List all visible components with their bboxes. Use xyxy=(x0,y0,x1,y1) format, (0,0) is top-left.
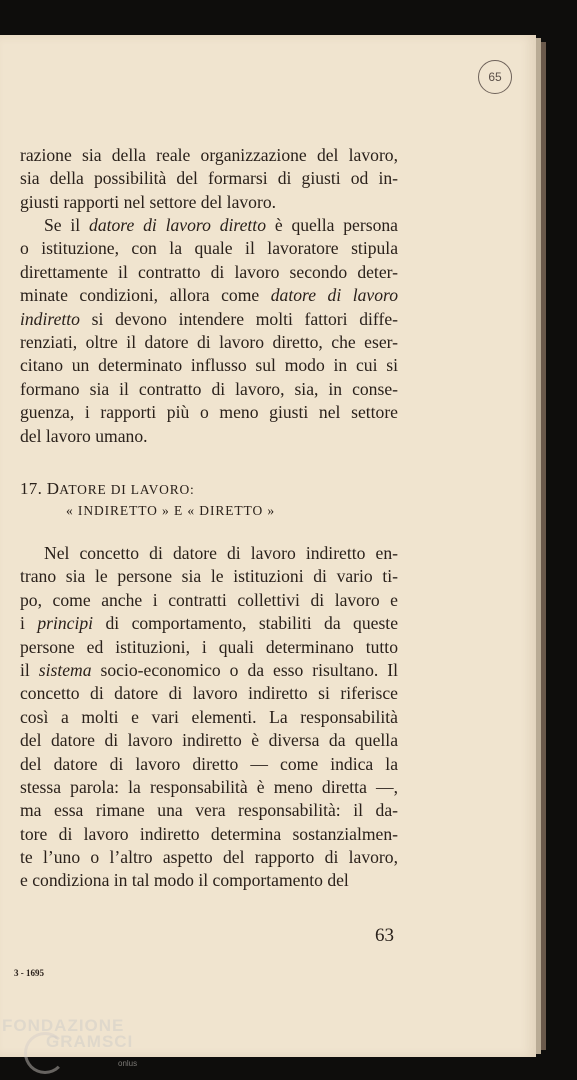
text-run: è quella persona xyxy=(266,215,398,235)
text-run: trano sia le persone sia le istituzioni di vario ti- xyxy=(20,566,398,587)
text-run: i xyxy=(20,613,38,634)
text-run: il xyxy=(20,659,39,680)
text-line xyxy=(20,612,398,635)
text-run: guenza, i rapporti più o meno giusti nel settore xyxy=(20,402,398,423)
text-run: del datore di lavoro diretto — come indica la xyxy=(20,753,398,774)
text-line: sia della possibilità del formarsi di giusti od in- xyxy=(20,168,398,189)
text-run: del lavoro umano. xyxy=(20,425,148,446)
archive-stamp: 65 xyxy=(478,60,512,94)
text-run: citano un determinato influsso sul modo in cui si xyxy=(20,355,398,376)
text-run: così a molti e vari elementi. La responsabilità xyxy=(20,706,398,727)
text-line xyxy=(20,589,398,612)
text-run: renziati, oltre il datore di lavoro diretto, che eser- xyxy=(20,331,398,352)
text-run: Nel concetto di datore di lavoro indiretto en- xyxy=(44,543,398,563)
text-run: di comportamento, stabiliti da queste xyxy=(93,613,399,634)
text-line xyxy=(20,331,398,354)
text-run: direttamente il contratto di lavoro secondo deter- xyxy=(20,261,398,282)
italic-term: principi xyxy=(37,613,94,634)
text-line xyxy=(20,776,398,799)
text-line xyxy=(20,308,398,331)
italic-term: datore di lavoro xyxy=(270,285,398,306)
text-run: tore di lavoro indiretto determina sostanzialmen- xyxy=(20,823,398,844)
text-line: razione sia della reale organizzazione del lavoro, xyxy=(20,145,398,165)
text-line xyxy=(20,869,398,892)
text-line xyxy=(20,659,398,682)
text-line xyxy=(20,846,398,869)
text-line xyxy=(20,753,398,776)
text-line: giusti rapporti nel settore del lavoro. xyxy=(20,191,277,212)
text-run: Se il xyxy=(44,215,90,235)
text-run: e condiziona in tal modo il comportamento del xyxy=(20,870,349,891)
text-run: stessa parola: la responsabilità è meno diretta —, xyxy=(20,776,398,797)
watermark-ring-icon xyxy=(24,1032,66,1074)
printer-signature: 3 - 1695 xyxy=(14,968,44,978)
text-run: ma essa rimane una vera responsabilità: il da- xyxy=(20,800,398,821)
text-line xyxy=(20,425,398,448)
text-line xyxy=(20,823,398,846)
text-line xyxy=(20,214,398,237)
text-line xyxy=(20,378,398,401)
text-line xyxy=(20,401,398,424)
text-run: concetto di datore di lavoro indiretto si riferisce xyxy=(20,683,398,704)
paragraph-3 xyxy=(20,542,398,893)
section-number: 17. xyxy=(20,479,43,498)
italic-term: sistema xyxy=(38,659,92,680)
text-run: minate condizioni, allora come xyxy=(20,285,271,306)
page-edge-dark xyxy=(541,42,546,1050)
paragraph-2 xyxy=(20,214,398,448)
text-run: te l’uno o l’altro aspetto del rapporto di lavoro, xyxy=(20,847,398,868)
page-number: 63 xyxy=(375,925,394,946)
text-line xyxy=(20,729,398,752)
text-line xyxy=(20,284,398,307)
text-run: si devono intendere molti fattori diffe- xyxy=(79,308,398,329)
watermark-line2: GRAMSCI xyxy=(46,1032,134,1051)
text-run: socio-economico o da esso risultano. Il xyxy=(91,659,398,680)
text-line xyxy=(20,706,398,729)
paragraph-1 xyxy=(20,144,398,214)
watermark-line1: FONDAZIONE xyxy=(2,1016,125,1035)
text-line xyxy=(20,682,398,705)
section-title: ATORE DI LAVORO: xyxy=(59,482,195,497)
text-line xyxy=(20,565,398,588)
text-run: po, come anche i contratti collettivi di lavoro e xyxy=(20,589,398,610)
text-run: formano sia il contratto di lavoro, sia, in conse- xyxy=(20,378,398,399)
text-line xyxy=(20,237,398,260)
italic-term: datore di lavoro diretto xyxy=(89,215,266,235)
text-line xyxy=(20,542,398,565)
section-title-initial: D xyxy=(46,479,60,498)
italic-term: indiretto xyxy=(20,308,80,329)
text-line xyxy=(20,354,398,377)
text-run: o istituzione, con la quale il lavoratore stipula xyxy=(20,238,398,259)
text-run: del datore di lavoro indiretto è diversa da quella xyxy=(20,730,398,751)
watermark-logo xyxy=(2,1016,138,1068)
text-line xyxy=(20,799,398,822)
text-run: persone ed istituzioni, i quali determinano tutto xyxy=(20,636,398,657)
watermark-suffix: onlus xyxy=(118,1059,138,1068)
section-subtitle: « INDIRETTO » E « DIRETTO » xyxy=(66,503,276,518)
section-heading xyxy=(20,479,195,499)
text-line xyxy=(20,261,398,284)
text-line xyxy=(20,636,398,659)
